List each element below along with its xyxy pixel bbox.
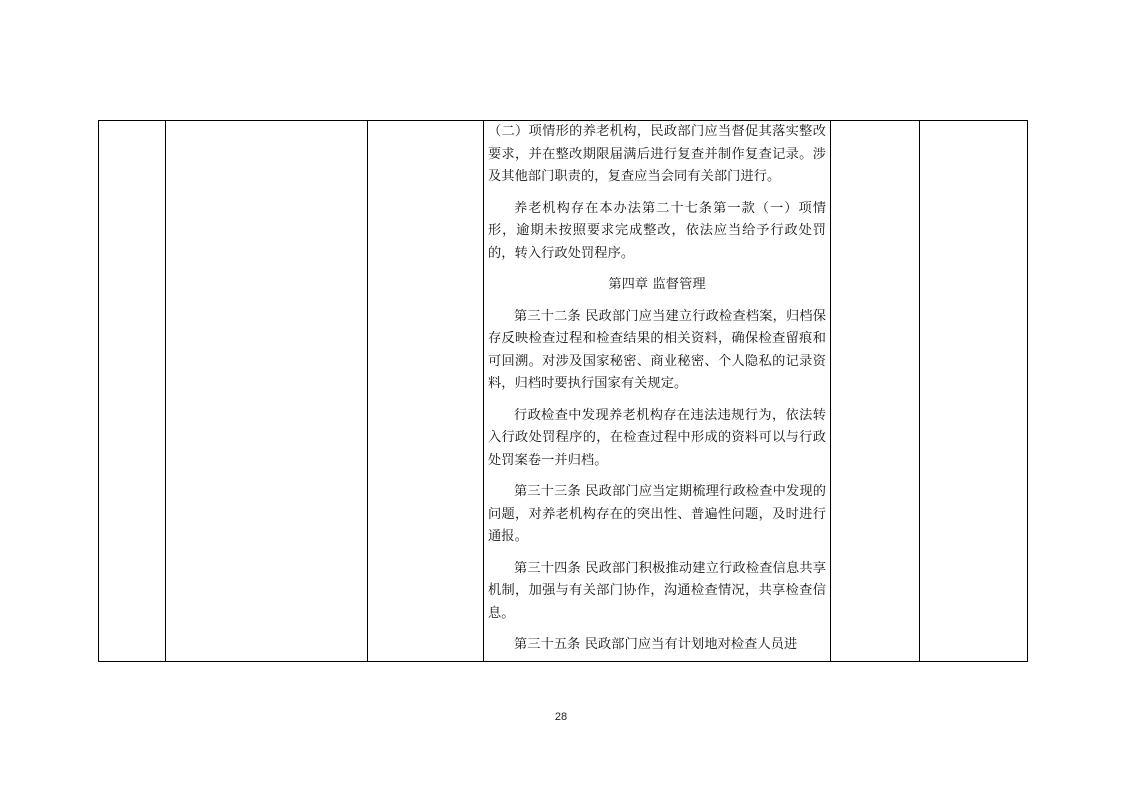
column-divider — [919, 121, 920, 661]
paragraph-rectification-review: （二）项情形的养老机构，民政部门应当督促其落实整改要求，并在整改期限届满后进行复查并制作复查记录。涉及其他部门职责的，复查应当会同有关部门进行。 — [488, 124, 826, 184]
regulation-table — [98, 120, 1028, 662]
paragraph-archive-with-penalty: 行政检查中发现养老机构存在违法违规行为，依法转入行政处罚程序的，在检查过程中形成的资料可以与行政处罚案卷一并归档。 — [488, 407, 826, 468]
article-33: 第三十三条 民政部门应当定期梳理行政检查中发现的问题，对养老机构存在的突出性、普遍性问题，及时进行通报。 — [488, 484, 826, 544]
article-32: 第三十二条 民政部门应当建立行政检查档案，归档保存反映检查过程和检查结果的相关资料，确保检查留痕和可回溯。对涉及国家秘密、商业秘密、个人隐私的记录资料，归档时要执行国家有关规定。 — [488, 308, 826, 391]
column-divider — [165, 121, 166, 661]
content-cell — [484, 121, 830, 661]
page-number: 28 — [554, 711, 568, 723]
article-35: 第三十五条 民政部门应当有计划地对检查人员进 — [514, 637, 798, 652]
column-divider — [830, 121, 831, 661]
paragraph-penalty-transfer: 养老机构存在本办法第二十七条第一款（一）项情形，逾期未按照要求完成整改，依法应当给予行政处罚的，转入行政处罚程序。 — [488, 200, 826, 261]
article-34: 第三十四条 民政部门积极推动建立行政检查信息共享机制，加强与有关部门协作，沟通检查情况，共享检查信息。 — [488, 560, 826, 621]
chapter-heading: 第四章 监督管理 — [608, 277, 706, 292]
column-divider — [367, 121, 368, 661]
